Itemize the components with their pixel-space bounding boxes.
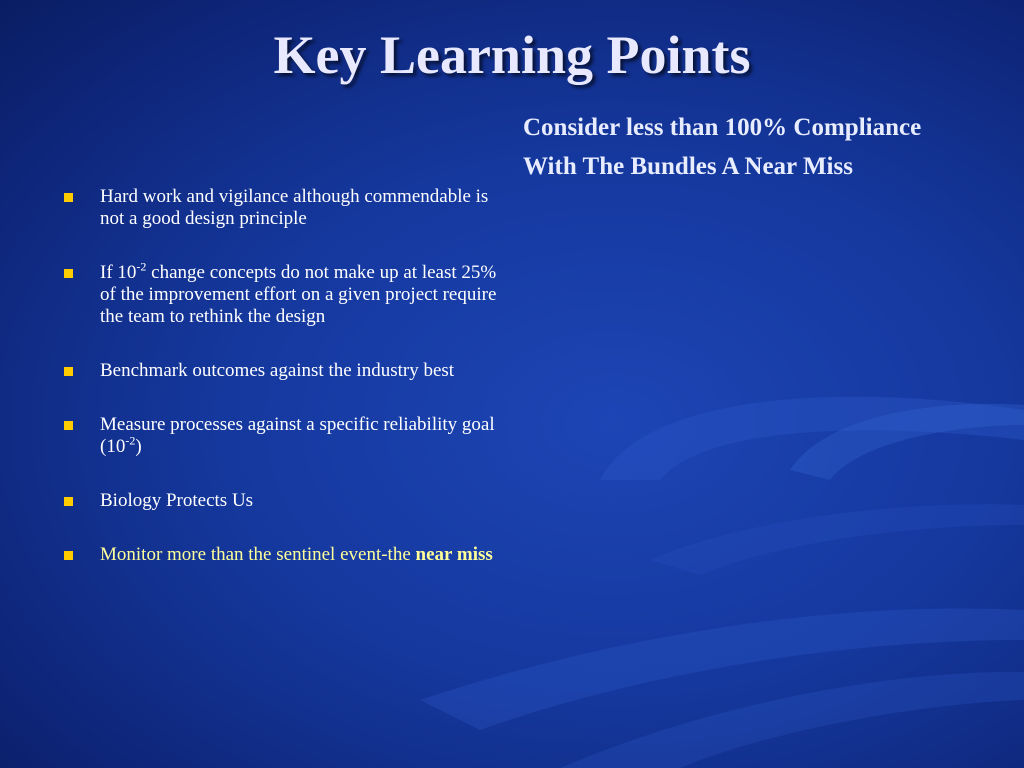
square-bullet-icon <box>64 497 73 506</box>
exponent: -2 <box>136 259 147 274</box>
square-bullet-icon <box>64 193 73 202</box>
square-bullet-icon <box>64 551 73 560</box>
square-bullet-icon <box>64 421 73 430</box>
bullet-item-biology <box>60 490 500 512</box>
slide-title: Key Learning Points <box>273 25 751 85</box>
bullet-item-design-principle <box>60 186 500 230</box>
bullet-text: ) <box>135 436 142 457</box>
bullet-text: Biology Protects Us <box>100 490 254 511</box>
bullet-text: Monitor more than the sentinel event-the <box>100 544 416 565</box>
exponent: -2 <box>125 433 136 448</box>
bullet-item-reliability-goal <box>60 414 500 458</box>
square-bullet-icon <box>64 367 73 376</box>
bullet-item-benchmark <box>60 360 500 382</box>
bullet-list <box>60 186 500 598</box>
bullet-text: change concepts do not make up at least 25% of the improvement effort on a given project require the team to rethink the design <box>100 262 497 327</box>
square-bullet-icon <box>64 269 73 278</box>
bullet-text: If 10 <box>100 262 137 283</box>
bullet-item-change-concepts <box>60 259 500 328</box>
subtitle-line-1: Consider less than 100% Compliance <box>523 114 922 141</box>
bullet-text: Hard work and vigilance although commendable is not a good design principle <box>100 186 489 229</box>
bullet-text: Benchmark outcomes against the industry best <box>100 360 455 381</box>
bullet-emphasis: near miss <box>415 544 493 565</box>
slide-subtitle <box>523 108 1003 186</box>
bullet-item-near-miss <box>60 544 500 566</box>
subtitle-line-2: With The Bundles A Near Miss <box>523 153 853 180</box>
bullet-text: Measure processes against a specific reliability goal (10 <box>100 414 495 457</box>
